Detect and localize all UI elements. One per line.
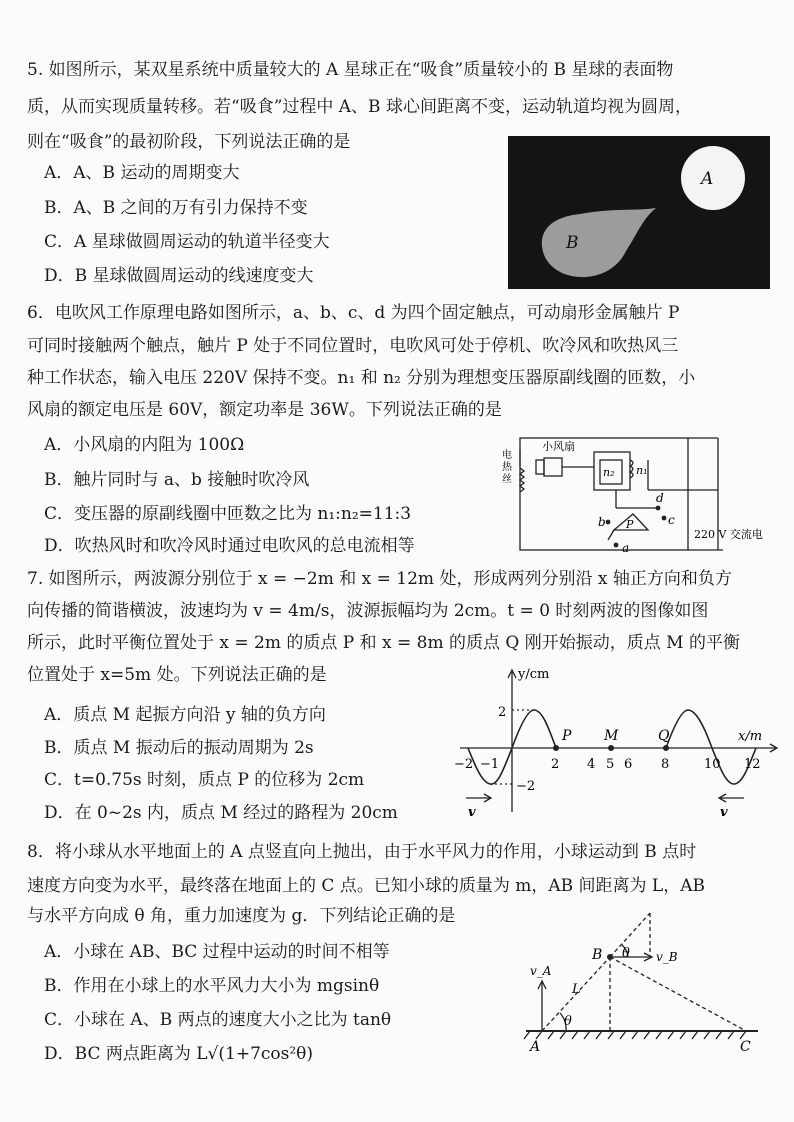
q7-x-tick: −1 (480, 757, 500, 772)
q6-fan-label: 小风扇 (542, 440, 575, 453)
q5-binary-star-figure (508, 136, 770, 289)
q7-point-p: P (562, 728, 572, 744)
q7-x-tick: 4 (587, 757, 596, 772)
q6-contact-d: d (656, 491, 664, 505)
q7-x-tick: 6 (624, 757, 633, 772)
q8-label-va: v_A (530, 964, 552, 978)
q7-x-axis-label: x/m (738, 729, 763, 744)
q8-stem-line3: 与水平方向成 θ 角，重力加速度为 g．下列结论正确的是 (27, 906, 456, 926)
q6-option-b: B．触片同时与 a、b 接触时吹冷风 (44, 470, 310, 490)
q6-option-c: C．变压器的原副线圈中匝数之比为 n₁:n₂=11:3 (44, 504, 412, 524)
q6-option-a: A．小风扇的内阻为 100Ω (44, 435, 245, 455)
q7-stem-line4: 位置处于 x=5m 处。下列说法正确的是 (27, 665, 327, 685)
q8-stem-line1: 8．将小球从水平地面上的 A 点竖直向上抛出，由于水平风力的作用，小球运动到 B 点时 (27, 842, 697, 862)
q7-v-left: v (468, 805, 476, 820)
q6-heater-char3: 丝 (502, 474, 512, 485)
q6-contact-b: b (598, 515, 606, 529)
q6-stem-line4: 风扇的额定电压是 60V，额定功率是 36W。下列说法正确的是 (27, 400, 502, 420)
q8-option-c: C．小球在 A、B 两点的速度大小之比为 tanθ (44, 1010, 392, 1030)
q8-option-a: A．小球在 AB、BC 过程中运动的时间不相等 (44, 942, 390, 962)
q5-label-b: B (566, 233, 579, 253)
q6-circuit-diagram (498, 430, 788, 555)
q5-stem-line2: 质，从而实现质量转移。若“吸食”过程中 A、B 球心间距离不变，运动轨道均视为圆周， (27, 97, 692, 117)
q8-label-b: B (592, 947, 603, 963)
q7-point-q: Q (658, 728, 670, 744)
q7-point-m: M (604, 728, 619, 744)
q7-x-tick: 12 (744, 757, 761, 772)
q5-option-a: A．A、B 运动的周期变大 (44, 163, 240, 183)
q7-x-tick: 10 (704, 757, 721, 772)
q7-y-top-tick: 2 (498, 705, 507, 720)
q8-option-b: B．作用在小球上的水平风力大小为 mgsinθ (44, 976, 380, 996)
q6-heater-char1: 电 (502, 450, 512, 461)
q6-stem-line2: 可同时接触两个触点，触片 P 处于不同位置时，电吹风可处于停机、吹冷风和吹热风三 (27, 336, 679, 356)
q6-contact-c: c (668, 513, 675, 527)
q8-label-theta-a: θ (564, 1014, 572, 1029)
q7-wave-graph (446, 660, 784, 822)
q6-n1-label: n₁ (636, 464, 648, 477)
q7-stem-line2: 向传播的简谐横波，波速均为 v = 4m/s，波源振幅均为 2cm。t = 0 时刻两波的图像如图 (27, 601, 709, 621)
q8-label-c: C (740, 1039, 751, 1055)
q6-heater-char2: 热 (502, 462, 512, 473)
q8-label-theta-b: θ (622, 946, 630, 961)
q8-label-a: A (530, 1039, 541, 1055)
q5-option-b: B．A、B 之间的万有引力保持不变 (44, 198, 308, 218)
q6-stem-line3: 种工作状态，输入电压 220V 保持不变。n₁ 和 n₂ 分别为理想变压器原副线圈的匝数，小 (27, 368, 696, 388)
q7-x-tick: 2 (551, 757, 560, 772)
q7-option-c: C．t=0.75s 时刻，质点 P 的位移为 2cm (44, 770, 365, 790)
q7-x-tick: 8 (661, 757, 670, 772)
q6-supply-label: 220 V 交流电 (694, 528, 763, 541)
q5-stem-line3: 则在“吸食”的最初阶段，下列说法正确的是 (27, 132, 351, 152)
q7-x-tick: −2 (454, 757, 474, 772)
q7-option-a: A．质点 M 起振方向沿 y 轴的负方向 (44, 705, 326, 725)
q5-label-a: A (701, 169, 714, 189)
q7-y-bottom-tick: −2 (516, 779, 536, 794)
q7-x-tick: 5 (606, 757, 615, 772)
q6-n2-label: n₂ (603, 466, 615, 479)
q7-stem-line1: 7. 如图所示，两波源分别位于 x = −2m 和 x = 12m 处，形成两列分别沿 x 轴正方向和负方 (27, 569, 732, 589)
q7-option-b: B．质点 M 振动后的振动周期为 2s (44, 738, 314, 758)
q6-contact-a: a (622, 541, 630, 555)
q7-y-axis-label: y/cm (518, 667, 550, 682)
q6-option-d: D．吹热风时和吹冷风时通过电吹风的总电流相等 (44, 536, 415, 556)
q7-option-d: D．在 0~2s 内，质点 M 经过的路程为 20cm (44, 803, 398, 823)
q7-stem-line3: 所示，此时平衡位置处于 x = 2m 的质点 P 和 x = 8m 的质点 Q 刚开始振动，质点 M 的平衡 (27, 633, 740, 653)
q8-label-l: L (572, 982, 581, 997)
q5-option-c: C．A 星球做圆周运动的轨道半径变大 (44, 232, 330, 252)
q5-option-d: D．B 星球做圆周运动的线速度变大 (44, 266, 314, 286)
q8-stem-line2: 速度方向变为水平，最终落在地面上的 C 点。已知小球的质量为 m，AB 间距离为 L，AB (27, 876, 705, 896)
q8-label-vb: v_B (656, 950, 678, 964)
q6-stem-line1: 6．电吹风工作原理电路如图所示，a、b、c、d 为四个固定触点，可动扇形金属触片 P (27, 303, 680, 323)
q7-v-right: v (720, 805, 728, 820)
q5-stem-line1: 5. 如图所示，某双星系统中质量较大的 A 星球正在“吸食”质量较小的 B 星球的表面物 (27, 60, 674, 80)
q8-option-d: D．BC 两点距离为 L√(1+7cos²θ) (44, 1044, 314, 1064)
q6-slider-p: P (626, 518, 634, 531)
q8-trajectory-diagram (518, 905, 772, 1060)
